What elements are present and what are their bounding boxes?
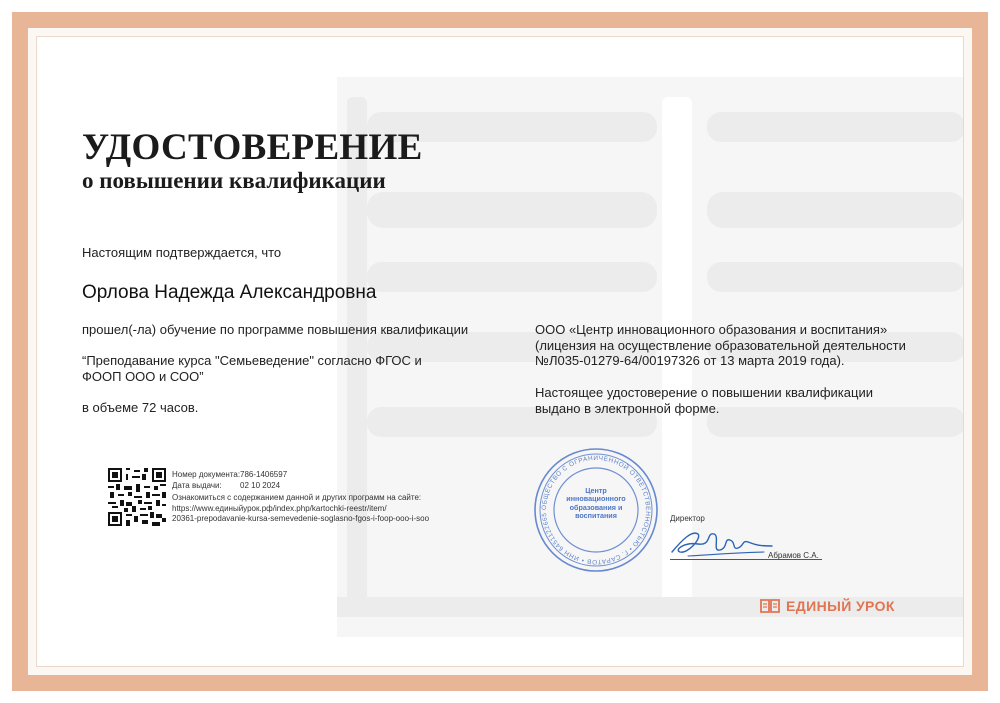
program-info-text: Ознакомиться с содержанием данной и других программ на сайте: bbox=[172, 493, 422, 502]
training-text: прошел(-ла) обучение по программе повышения квалификации bbox=[82, 322, 469, 337]
document-number-row bbox=[172, 470, 429, 481]
program-line-1: “Преподавание курса "Семьеведение" согласно ФГОС и bbox=[82, 353, 422, 368]
director-signature bbox=[668, 522, 776, 562]
certificate-subtitle: о повышении квалификации bbox=[82, 168, 386, 193]
certificate-title: УДОСТОВЕРЕНИЕ bbox=[82, 127, 423, 168]
document-number-label: Номер документа: bbox=[172, 470, 241, 479]
volume-text: в объеме 72 часов. bbox=[82, 400, 199, 415]
electronic-line-2: выдано в электронной форме. bbox=[535, 401, 720, 416]
organization-line-3: №Л035-01279-64/00197326 от 13 марта 2019 года). bbox=[535, 353, 845, 368]
book-icon bbox=[760, 598, 780, 614]
brand-name: ЕДИНЫЙ УРОК bbox=[786, 598, 895, 614]
stamp-center-text: Центр инновационного образования и воспитания bbox=[566, 487, 626, 521]
issue-date-row bbox=[172, 481, 429, 492]
director-name: Абрамов С.А. bbox=[768, 551, 819, 560]
confirm-text: Настоящим подтверждается, что bbox=[82, 245, 282, 260]
document-number-value: 786-1406597 bbox=[240, 470, 288, 479]
organization-stamp bbox=[533, 447, 659, 573]
program-url-line-2[interactable]: 20361-prepodavanie-kursa-semevedenie-soglasno-fgos-i-foop-ooo-i-soo bbox=[172, 514, 430, 523]
electronic-line-1: Настоящее удостоверение о повышении квалификации bbox=[535, 385, 873, 400]
director-label: Директор bbox=[670, 514, 705, 523]
document-info bbox=[172, 470, 429, 525]
organization-line-2: (лицензия на осуществление образовательной деятельности bbox=[535, 338, 906, 353]
organization-line-1: ООО «Центр инновационного образования и воспитания» bbox=[535, 322, 888, 337]
qr-code-icon bbox=[108, 468, 166, 526]
brand-logo bbox=[760, 598, 895, 614]
issue-date-label: Дата выдачи: bbox=[172, 480, 222, 490]
program-line-2: ФООП ООО и СОО” bbox=[82, 369, 204, 384]
program-url-line-1[interactable]: https://www.единыйурок.рф/index.php/kartochki-reestr/item/ bbox=[172, 503, 387, 513]
stamp-ring-text: ОБЩЕСТВО С ОГРАНИЧЕННОЙ ОТВЕТСТВЕННОСТЬЮ • Г. САРАТОВ • ИНН 6451122665 bbox=[540, 454, 652, 566]
issue-date-value: 02 10 2024 bbox=[240, 480, 281, 490]
person-name: Орлова Надежда Александровна bbox=[82, 282, 377, 303]
